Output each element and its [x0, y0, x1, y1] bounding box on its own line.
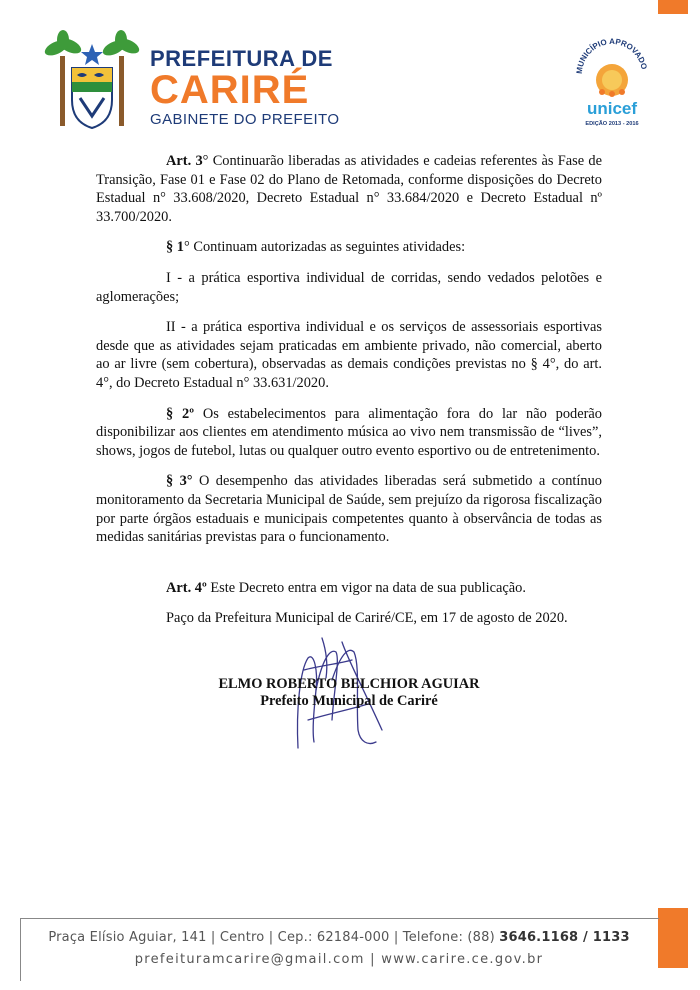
unicef-municipio-aprovado-badge	[574, 32, 650, 132]
paragraph-text: ° Continuam autorizadas as seguintes atividades:	[184, 239, 466, 256]
paragraph-par2	[96, 405, 602, 461]
municipal-crest-logo	[44, 30, 140, 130]
paragraph-text: II - a prática esportiva individual e os serviços de assessoriais esportivas desde que as atividades sejam praticadas em ambiente privado, não comercial, aberto ao ar livre (sem cobertura), observadas as demais condições previstas no § 4°, do art. 4°, do Decreto Estadual n° 33.631/2020.	[96, 319, 602, 391]
paragraph-item-i	[96, 269, 602, 306]
decree-body	[96, 152, 602, 640]
badge-edition-text: EDIÇÃO 2013 - 2016	[585, 121, 639, 127]
orange-accent-bottom	[658, 908, 688, 968]
orange-accent-top	[658, 0, 688, 14]
paragraph-text: I - a prática esportiva individual de corridas, sendo vedados pelotões e aglomerações;	[96, 269, 602, 305]
brand-line-prefeitura: PREFEITURA DE	[150, 46, 333, 71]
paragraph-place-date	[96, 609, 602, 628]
paragraph-text: Este Decreto entra em vigor na data de sua publicação.	[206, 579, 526, 596]
paragraph-lead: Art. 3	[166, 153, 203, 169]
badge-arc-text: MUNICÍPIO APROVADO	[574, 36, 649, 75]
badge-unicef-text: unicef	[586, 99, 638, 118]
paragraph-text: Os estabelecimentos para alimentação fora do lar não poderão disponibilizar aos clientes em atendimento música ao vivo nem transmissão de “lives”, shows, jogos de futebol, lutas ou qualquer outro evento esportivo ou de entretenimento.	[96, 405, 602, 459]
paragraph-lead: § 3°	[166, 473, 193, 490]
brand-line-gabinete: GABINETE DO PREFEITO	[150, 111, 340, 128]
signer-title: Prefeito Municipal de Cariré	[260, 693, 438, 709]
footer-address: Praça Elísio Aguiar, 141 | Centro | Cep.: 62184-000 | Telefone: (88)	[48, 930, 500, 945]
footer-address-line	[20, 930, 658, 945]
paragraph-art4	[96, 579, 602, 598]
paragraph-text: O desempenho das atividades liberadas será submetido a contínuo monitoramento da Secretaria Municipal de Saúde, sem prejuízo da rigorosa fiscalização por parte órgãos estaduais e municipais competentes quanto à observância de todas as medidas sanitárias previstas para o funcionamento.	[96, 473, 603, 546]
paragraph-art3	[96, 152, 602, 226]
paragraph-par3	[96, 472, 602, 546]
paragraph-item-ii	[96, 318, 602, 392]
footer-phone: 3646.1168 / 1133	[499, 930, 630, 945]
paragraph-text: Paço da Prefeitura Municipal de Cariré/CE, em 17 de agosto de 2020.	[166, 610, 568, 627]
brand-title	[150, 48, 339, 128]
paragraph-lead: Art. 4º	[166, 579, 207, 596]
paragraph-par1	[96, 238, 602, 257]
paragraph-lead: § 2º	[166, 405, 194, 422]
footer-frame	[20, 918, 659, 981]
paragraph-text: ° Continuarão liberadas as atividades e cadeias referentes às Fase de Transição, Fase 01 e Fase 02 do Plano de Retomada, conforme disposições do Decreto Estadual n° 33.608/2020, Decreto Estadual n° 33.684/2020 e Decreto Estadual nº 33.700/2020.	[96, 153, 602, 225]
signer-name: ELMO ROBERTO BELCHIOR AGUIAR	[218, 676, 480, 692]
paragraph-lead: § 1	[166, 239, 184, 256]
brand-line-carire: CARIRÉ	[150, 68, 310, 112]
signature-block	[96, 676, 602, 710]
footer-contact: prefeituramcarire@gmail.com | www.carire.ce.gov.br	[134, 952, 544, 967]
